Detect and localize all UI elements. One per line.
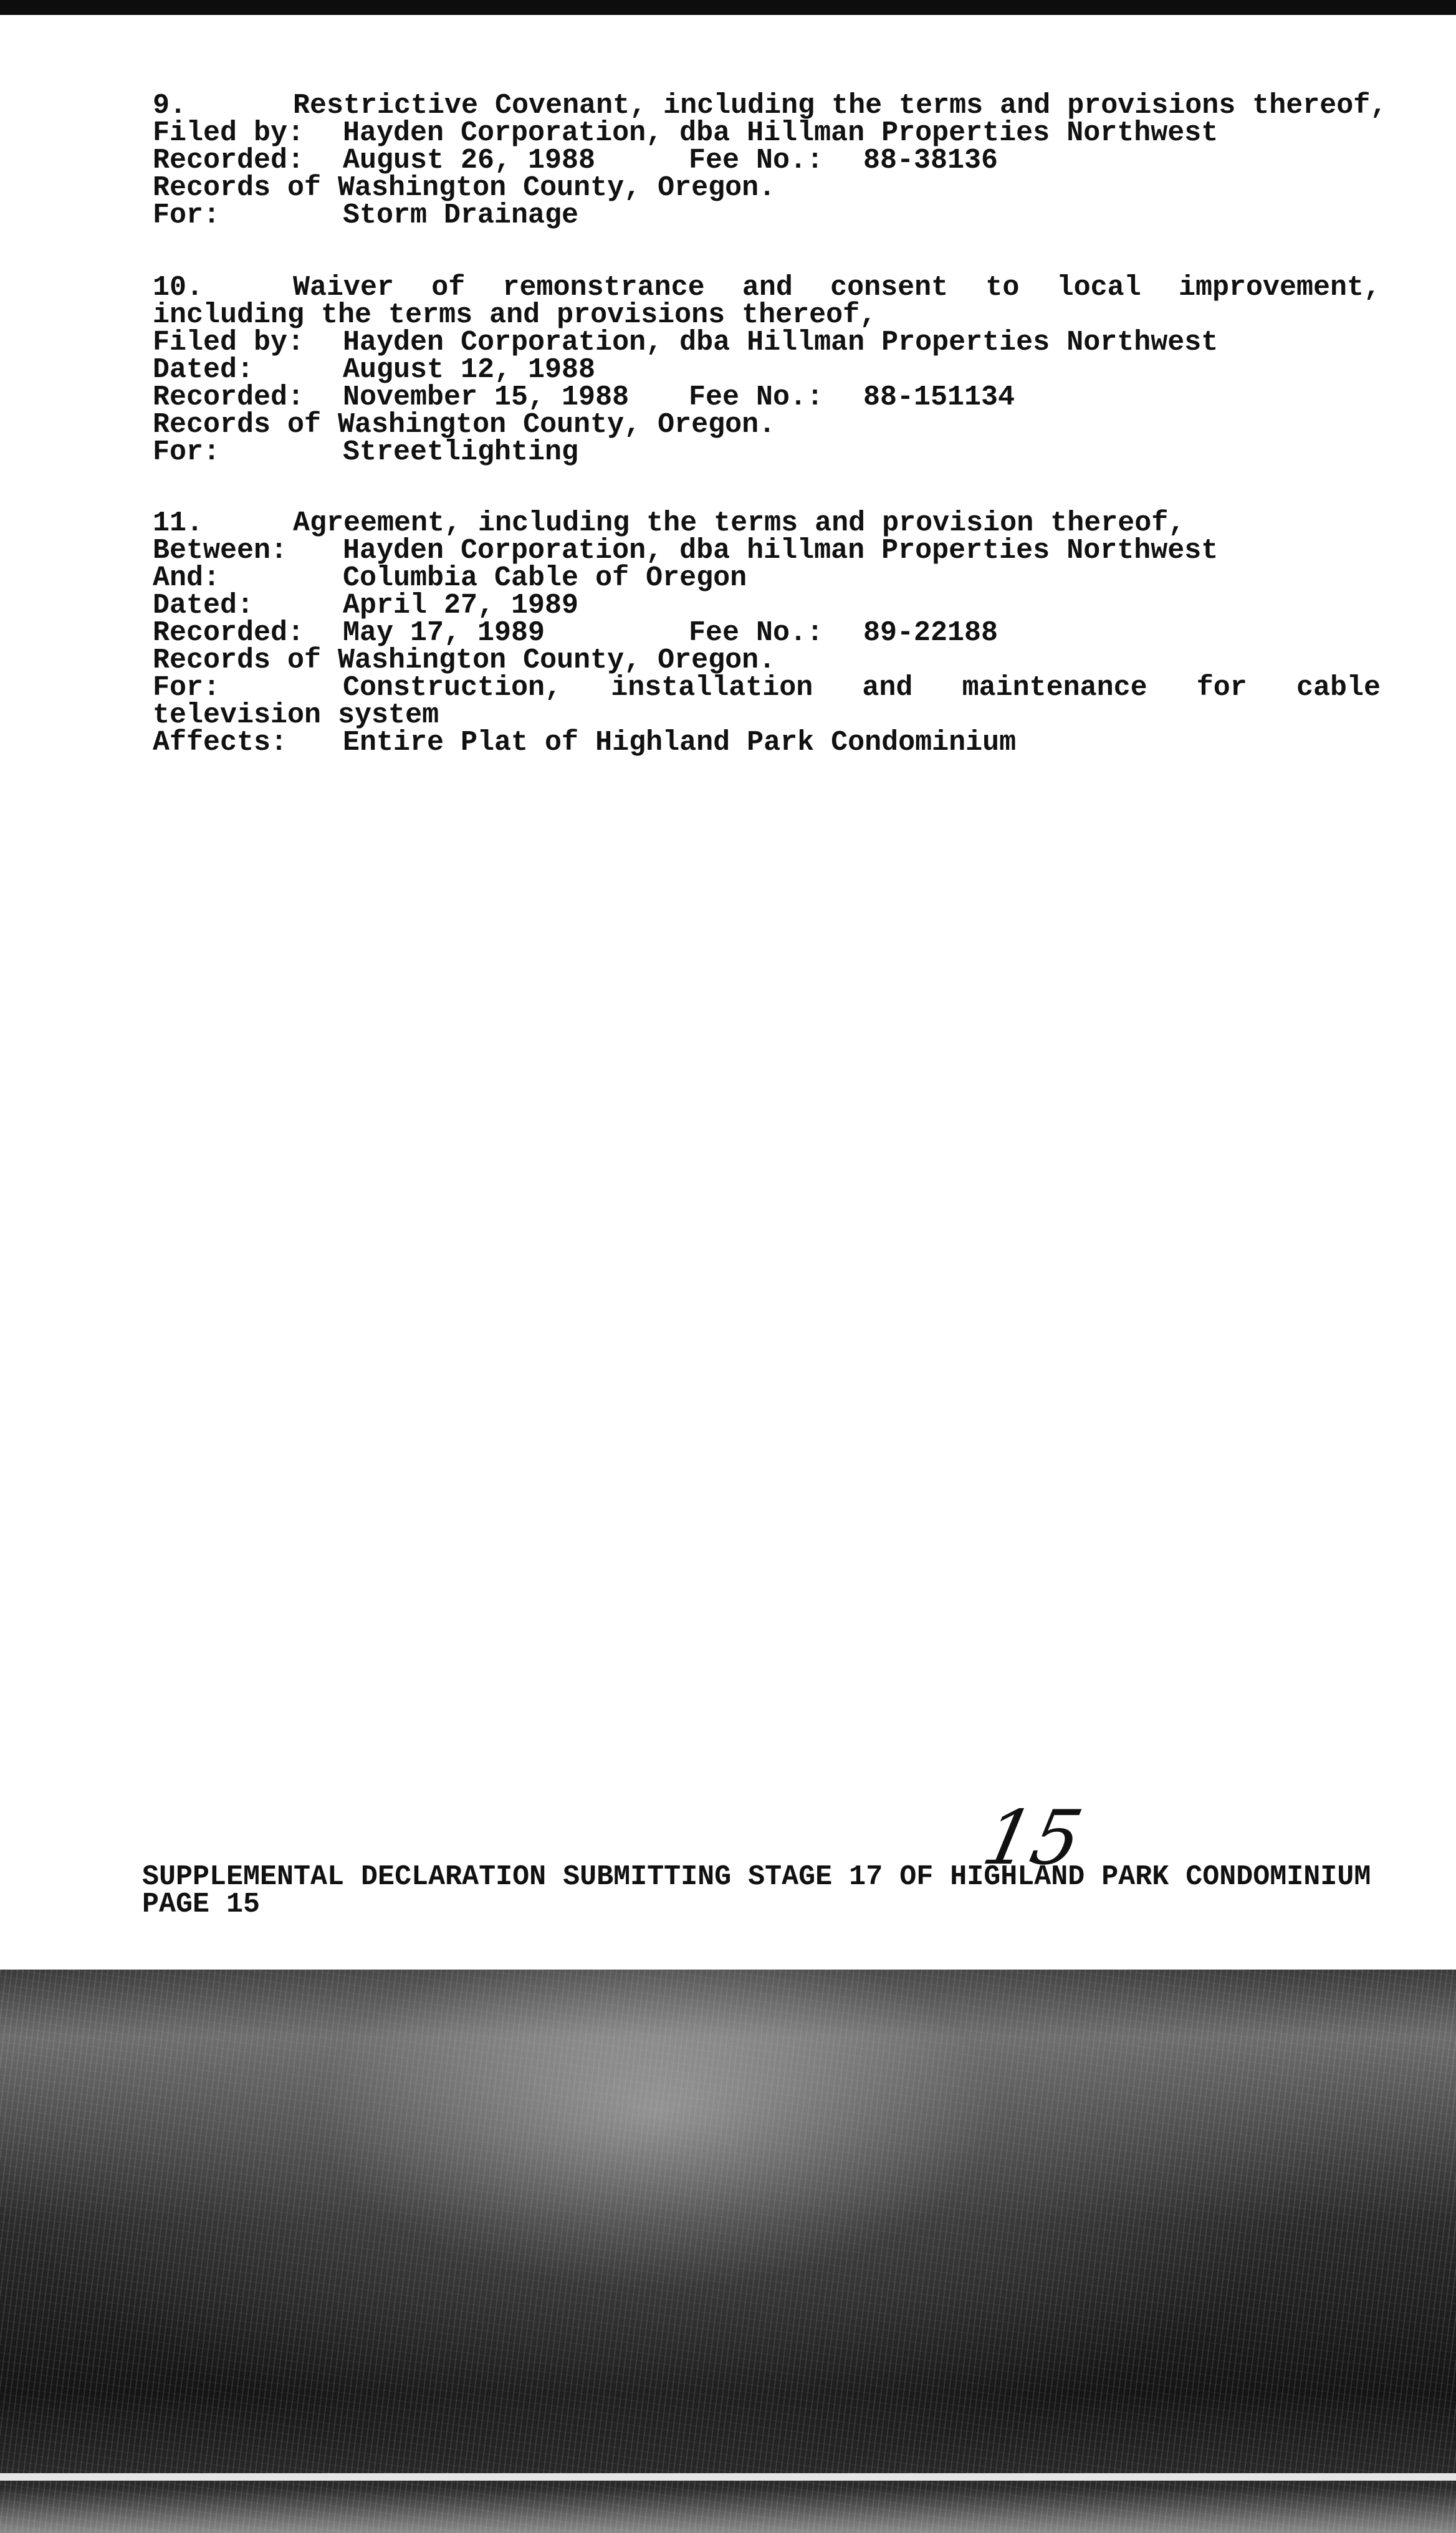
affects-value: Entire Plat of Highland Park Condominium bbox=[343, 727, 1017, 759]
between-value: Hayden Corporation, dba hillman Properties Northwest bbox=[343, 535, 1219, 567]
records-text: Records of Washington County, Oregon. bbox=[153, 172, 776, 204]
and-value: Columbia Cable of Oregon bbox=[343, 562, 747, 594]
handwritten-page-number: 15 bbox=[975, 1795, 1090, 1882]
filed-by-label: Filed by: bbox=[153, 117, 305, 149]
filed-by-value: Hayden Corporation, dba Hillman Properties Northwest bbox=[343, 327, 1219, 358]
for-line bbox=[153, 436, 1399, 468]
recorded-line bbox=[153, 617, 1399, 649]
footer-page: PAGE 15 bbox=[142, 1889, 261, 1920]
entry-10 bbox=[153, 274, 1399, 466]
for-value bbox=[343, 674, 1381, 702]
for-value-text: Construction, installation and maintenance for cable bbox=[343, 672, 1381, 704]
entry-11 bbox=[153, 507, 1399, 759]
entry-heading-cont-line bbox=[153, 299, 1399, 331]
fee-label: Fee No.: bbox=[689, 617, 824, 649]
entry-heading: Agreement, including the terms and provision thereof, bbox=[293, 507, 1185, 539]
for-value: Storm Drainage bbox=[343, 199, 579, 231]
entry-heading-line bbox=[153, 92, 1399, 120]
dated-value: August 12, 1988 bbox=[343, 354, 596, 386]
recorded-value: August 26, 1988 bbox=[343, 145, 596, 176]
entry-heading-line bbox=[153, 507, 1399, 539]
and-line bbox=[153, 562, 1399, 594]
records-text: Records of Washington County, Oregon. bbox=[153, 409, 776, 441]
scan-top-border bbox=[0, 0, 1456, 15]
fee-label: Fee No.: bbox=[689, 381, 824, 413]
entry-heading-cont: including the terms and provisions thereof, bbox=[153, 299, 877, 331]
footer bbox=[142, 1861, 1371, 1920]
entry-heading-line bbox=[153, 274, 1399, 302]
entry-heading: Restrictive Covenant, including the terms and provisions thereof, bbox=[293, 90, 1387, 122]
for-label: For: bbox=[153, 199, 221, 231]
and-label: And: bbox=[153, 562, 221, 594]
records-line bbox=[153, 172, 1399, 204]
entry-heading-text: Waiver of remonstrance and consent to local improvement, bbox=[293, 272, 1381, 304]
between-label: Between: bbox=[153, 535, 288, 567]
records-line bbox=[153, 644, 1399, 676]
scan-bottom-edge bbox=[0, 2473, 1456, 2481]
for-cont-line bbox=[153, 699, 1399, 731]
records-text: Records of Washington County, Oregon. bbox=[153, 644, 776, 676]
recorded-value: November 15, 1988 bbox=[343, 381, 630, 413]
recorded-line bbox=[153, 147, 1399, 175]
filed-by-label: Filed by: bbox=[153, 327, 305, 358]
for-value-cont: television system bbox=[153, 699, 439, 731]
for-value: Streetlighting bbox=[343, 436, 579, 468]
affects-line bbox=[153, 729, 1399, 757]
records-line bbox=[153, 411, 1399, 439]
entry-number: 11. bbox=[153, 507, 204, 539]
recorded-line bbox=[153, 381, 1399, 413]
dated-label: Dated: bbox=[153, 354, 254, 386]
entry-9 bbox=[153, 92, 1399, 229]
between-line bbox=[153, 537, 1399, 565]
for-line bbox=[153, 199, 1399, 231]
fee-value: 88-151134 bbox=[863, 381, 1015, 413]
fee-label: Fee No.: bbox=[689, 145, 824, 176]
recorded-label: Recorded: bbox=[153, 381, 305, 413]
for-line bbox=[153, 674, 1399, 702]
filed-by-line bbox=[153, 117, 1399, 149]
dated-label: Dated: bbox=[153, 590, 254, 621]
scan-noise-band bbox=[0, 1970, 1456, 2533]
affects-label: Affects: bbox=[153, 727, 288, 759]
recorded-value: May 17, 1989 bbox=[343, 617, 545, 649]
recorded-label: Recorded: bbox=[153, 145, 305, 176]
dated-value: April 27, 1989 bbox=[343, 590, 579, 621]
dated-line bbox=[153, 354, 1399, 386]
entry-heading bbox=[293, 274, 1381, 302]
entry-number: 10. bbox=[153, 272, 204, 304]
footer-title: SUPPLEMENTAL DECLARATION SUBMITTING STAGE 17 OF HIGHLAND PARK CONDOMINIUM bbox=[142, 1861, 1371, 1893]
fee-value: 89-22188 bbox=[863, 617, 999, 649]
fee-value: 88-38136 bbox=[863, 145, 999, 176]
filed-by-value: Hayden Corporation, dba Hillman Properties Northwest bbox=[343, 117, 1219, 149]
for-label: For: bbox=[153, 672, 221, 704]
entry-number: 9. bbox=[153, 90, 187, 122]
recorded-label: Recorded: bbox=[153, 617, 305, 649]
for-label: For: bbox=[153, 436, 221, 468]
dated-line bbox=[153, 592, 1399, 620]
filed-by-line bbox=[153, 329, 1399, 357]
